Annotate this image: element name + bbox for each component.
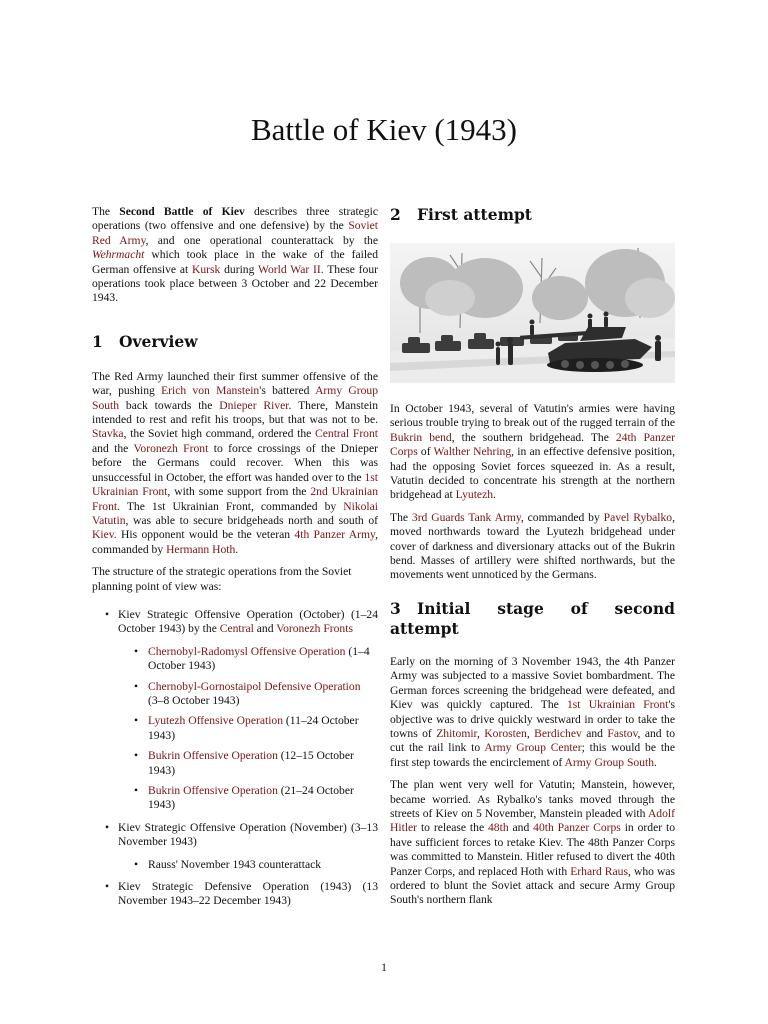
link-stavka[interactable]: Stavka xyxy=(92,427,124,441)
link-erich-von-manstein[interactable]: Erich von Manstein xyxy=(161,384,260,398)
page-title: Battle of Kiev (1943) xyxy=(250,112,517,147)
list-item: • Bukrin Offensive Operation (12–15 October 1943) xyxy=(118,749,378,778)
link-bukrin-bend[interactable]: Bukrin bend xyxy=(390,430,452,444)
link-walther-nehring[interactable]: Walther Nehring xyxy=(433,445,512,459)
tank-column-photo xyxy=(390,243,675,383)
link-lyutezh[interactable]: Lyutezh xyxy=(455,488,494,502)
link-army-group-south-2[interactable]: Army Group South xyxy=(564,755,655,769)
winter-tank-column-image xyxy=(390,243,675,383)
section-heading-first-attempt: 2 First attempt xyxy=(390,205,532,224)
list-item: • Kiev Strategic Offensive Operation (November) (3–13 November 1943) • Rauss' November 1943 counterattack xyxy=(92,821,378,872)
sub-operations-list xyxy=(118,645,378,813)
list-item: • Chernobyl-Radomysl Offensive Operation (1–4 October 1943) xyxy=(118,645,378,674)
link-voronezh-fronts[interactable]: Voronezh Fronts xyxy=(276,622,353,636)
link-48th[interactable]: 48th xyxy=(488,821,509,835)
link-kursk[interactable]: Kursk xyxy=(191,262,221,276)
link-fastov[interactable]: Fastov xyxy=(607,726,638,740)
link-lyutezh-offensive[interactable]: Lyutezh Offensive Operation xyxy=(148,714,284,728)
link-berdichev[interactable]: Berdichev xyxy=(534,726,582,740)
link-3rd-guards-tank-army[interactable]: 3rd Guards Tank Army xyxy=(411,510,521,524)
link-army-group-south[interactable]: Army Group South xyxy=(92,384,378,412)
link-1st-ukrainian-front-2[interactable]: 1st Ukrainian Front xyxy=(566,698,669,712)
list-item: • Rauss' November 1943 counterattack xyxy=(118,858,378,872)
list-item: • Bukrin Offensive Operation (21–24 October 1943) xyxy=(118,784,378,813)
article-subject-bold: Second Battle of Kiev xyxy=(119,205,245,218)
link-pavel-rybalko[interactable]: Pavel Rybalko xyxy=(603,510,673,524)
link-24th-panzer-corps[interactable]: 24th Panzer Corps xyxy=(390,430,675,459)
list-item: • Kiev Strategic Offensive Operation (October) (1–24 October 1943) by the Central and Voronezh Fronts • Chernobyl-Radomysl Offensive Operation (1–4 October 1943) • Chernobyl-Gornostaipol Defensive Operation (3–8 October 1943) • Lyutezh Offensive Operation (11–24 October 1943) • Bukrin Offensive Operation (12–15 October 1943) • Bukrin Offensive Operation (21–24 October 1943) xyxy=(92,608,378,813)
link-wehrmacht[interactable]: Wehrmacht xyxy=(92,248,145,262)
first-attempt-paragraph-1: In October 1943, several of Vatutin's armies were having serious trouble trying to break out of the rugged terrain of the Bukrin bend, the southern bridgehead. The 24th Panzer Corps of Walther Nehring, in an effective defensive position, had the opposing Soviet forces squeezed in. As a result, Vatutin decided to concentrate his strength at the northern bridgehead at Lyutezh. xyxy=(390,402,675,502)
sub-operations-list xyxy=(118,858,378,872)
left-column xyxy=(92,205,378,917)
initial-stage-paragraph-2: The plan went very well for Vatutin; Manstein, however, became worried. As Rybalko's tanks moved through the streets of Kiev on 5 November, Manstein pleaded with Adolf Hitler to release the 48th and 40th Panzer Corps in order to have sufficient forces to retake Kiev. The 48th Panzer Corps was committed to Manstein. Hitler refused to divert the 40th Panzer Corps, and replaced Hoth with Erhard Raus, who was ordered to blunt the Soviet attack and secure Army Group South's northern flank xyxy=(390,778,675,907)
link-chernobyl-gornostaipol-defensive[interactable]: Chernobyl-Gornostaipol Defensive Operation xyxy=(148,679,361,693)
link-korosten[interactable]: Korosten xyxy=(484,726,527,740)
link-bukrin-offensive-1[interactable]: Bukrin Offensive Operation xyxy=(148,749,278,763)
section-heading-overview: 1 Overview xyxy=(92,331,198,351)
link-army-group-center[interactable]: Army Group Center xyxy=(484,741,582,755)
link-kiev[interactable]: Kiev xyxy=(92,528,114,542)
operations-list xyxy=(92,608,378,909)
link-4th-panzer-army[interactable]: 4th Panzer Army xyxy=(294,528,376,542)
list-item: • Lyutezh Offensive Operation (11–24 October 1943) xyxy=(118,714,378,743)
first-attempt-paragraph-2: The 3rd Guards Tank Army, commanded by Pavel Rybalko, moved northwards toward the Lyutezh bridgehead under cover of darkness and diversionary attacks out of the Bukrin bend. Masses of artillery were shifted northwards, but the movements went unnoticed by the Germans. xyxy=(390,510,675,582)
link-1st-ukrainian-front[interactable]: 1st Ukrainian Front xyxy=(92,470,378,499)
link-bukrin-offensive-2[interactable]: Bukrin Offensive Operation xyxy=(148,784,278,797)
list-item: • Chernobyl-Gornostaipol Defensive Operation (3–8 October 1943) xyxy=(118,680,378,709)
link-central-front[interactable]: Central Front xyxy=(315,427,378,441)
link-world-war-ii[interactable]: World War II xyxy=(257,262,321,276)
link-40th-panzer-corps[interactable]: 40th Panzer Corps xyxy=(533,821,621,835)
link-zhitomir[interactable]: Zhitomir xyxy=(436,726,477,740)
link-hermann-hoth[interactable]: Hermann Hoth xyxy=(166,542,236,556)
link-voronezh-front[interactable]: Voronezh Front xyxy=(133,441,209,455)
intro-paragraph: The Second Battle of Kiev describes three strategic operations (two offensive and one defensive) by the Soviet Red Army, and one operational counterattack by the Wehrmacht which took place in the wake of the failed German offensive at Kursk during World War II. These four operations took place between 3 October and 22 December 1943. xyxy=(92,205,378,305)
link-dnieper-river[interactable]: Dnieper River xyxy=(219,398,289,412)
link-adolf-hitler[interactable]: Adolf Hitler xyxy=(390,806,675,835)
link-2nd-ukrainian-front[interactable]: 2nd Ukrainian Front xyxy=(92,485,379,513)
overview-paragraph: The Red Army launched their first summer offensive of the war, pushing Erich von Manstein's battered Army Group South back towards the Dnieper River. There, Manstein intended to rest and refit his troops, but that was not to be. Stavka, the Soviet high command, ordered the Central Front and the Voronezh Front to force crossings of the Dnieper before the Germans could recover. When this was unsuccessful in October, the effort was handed over to the 1st Ukrainian Front, with some support from the 2nd Ukrainian Front. The 1st Ukrainian Front, commanded by Nikolai Vatutin, was able to secure bridgeheads north and south of Kiev. His opponent would be the veteran 4th Panzer Army, commanded by Hermann Hoth. xyxy=(92,369,379,556)
section-heading-initial-stage: 3 Initial stage of second attempt xyxy=(390,598,675,638)
initial-stage-paragraph-1: Early on the morning of 3 November 1943, the 4th Panzer Army was subjected to a massive Soviet bombardment. The German forces screening the bridgehead were defeated, and Kiev was quickly captured. The 1st Ukrainian Front's objective was to drive quickly westward in order to take the towns of Zhitomir, Korosten, Berdichev and Fastov, and to cut the rail link to Army Group Center; this would be the first step towards the encirclement of Army Group South. xyxy=(390,654,676,769)
right-column xyxy=(390,205,675,916)
list-item: • Kiev Strategic Defensive Operation (1943) (13 November 1943–22 December 1943) xyxy=(92,880,378,909)
link-central[interactable]: Central xyxy=(219,622,254,636)
link-erhard-raus[interactable]: Erhard Raus xyxy=(570,864,628,878)
page-number: 1 xyxy=(381,962,387,974)
link-nikolai-vatutin[interactable]: Nikolai Vatutin xyxy=(92,499,378,527)
link-soviet-red-army[interactable]: Soviet Red Army xyxy=(92,219,378,247)
link-chernobyl-radomysl-offensive[interactable]: Chernobyl-Radomysl Offensive Operation xyxy=(148,644,346,658)
structure-paragraph: The structure of the strategic operations from the Soviet planning point of view was: xyxy=(92,565,352,593)
